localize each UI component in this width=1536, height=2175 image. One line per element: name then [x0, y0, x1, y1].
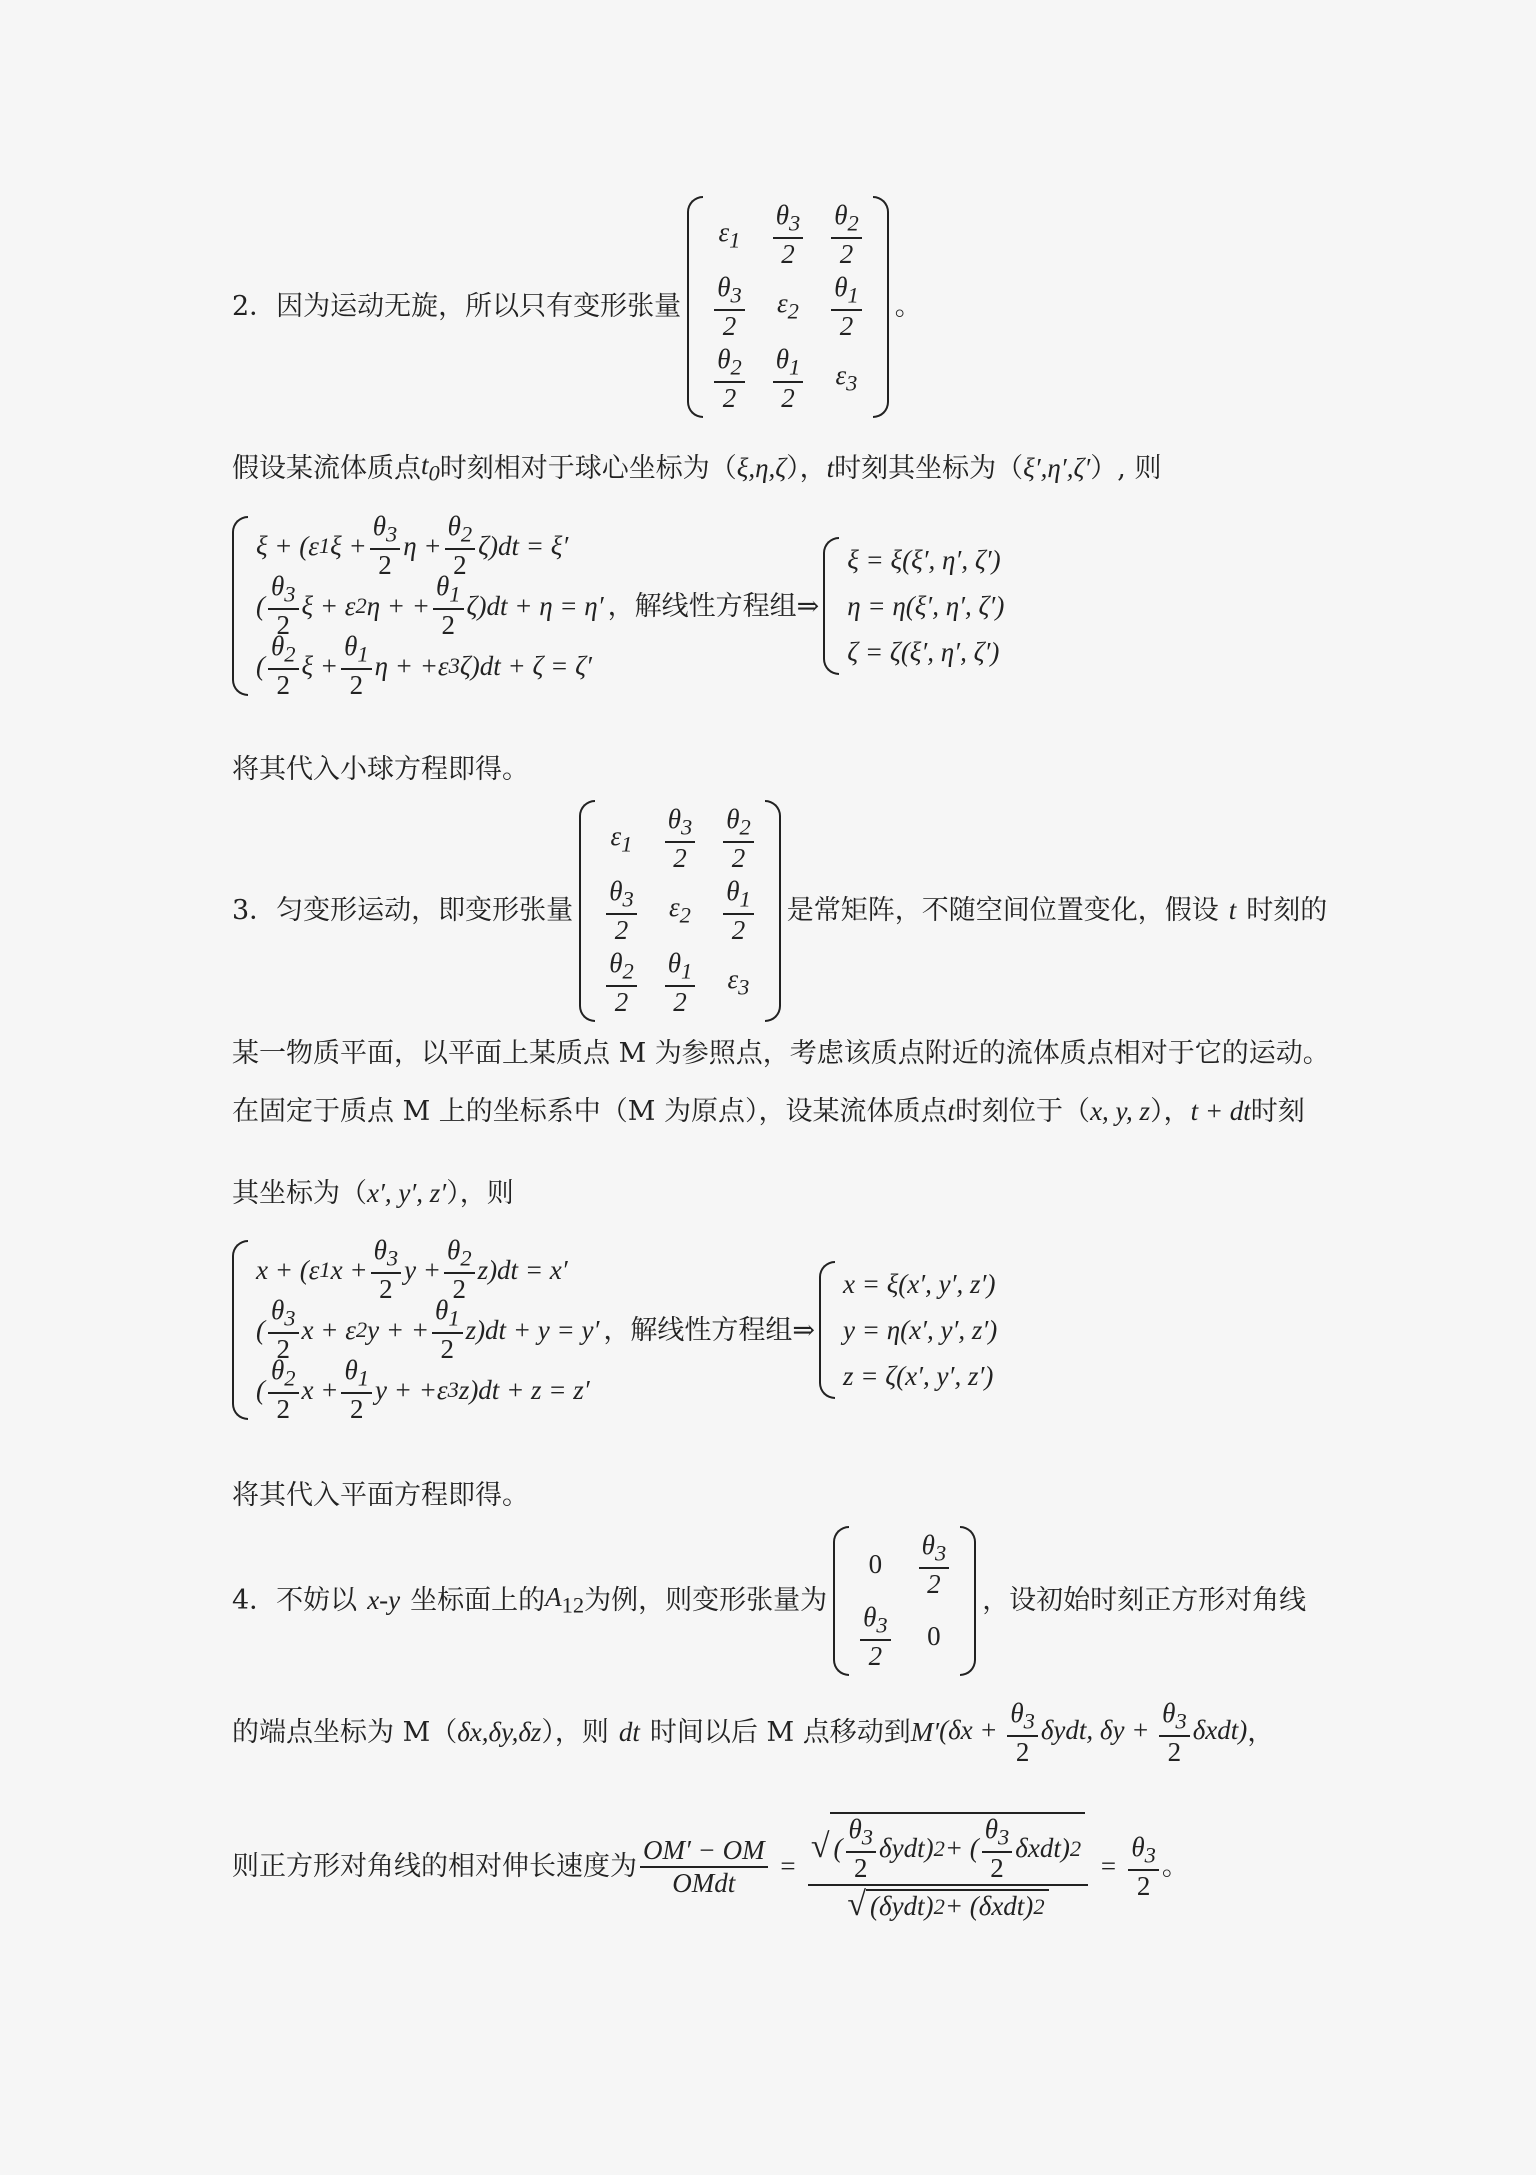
p2-end: 。: [894, 291, 922, 323]
p2-conclusion: 将其代入小球方程即得。: [232, 754, 529, 785]
p2-line-matrix: [232, 196, 922, 418]
p4-line-1: 4．不妨以 x-y 坐标面上的 $A_{12}$ 为例，则变形张量为 0 $\frac{\theta_3}{2}$ $\frac{\theta_3}{2}$ 0 ，设初始时刻正方形对角线: [232, 1526, 1306, 1676]
deformation-tensor-matrix-2: $\varepsilon_1$ $\frac{\theta_3}{2}$ $\frac{\theta_2}{2}$ $\frac{\theta_3}{2}$ $\varepsilon_2$ $\frac{\theta_1}{2}$ $\frac{\theta_2}{2}$ $\frac{\theta_1}{2}$ $\varepsilon_3$: [579, 800, 781, 1022]
p2-assumption-line: 假设某流体质点 $t_0$ 时刻相对于球心坐标为（ ξ,η,ζ ）， t 时刻其坐标为（ ξ′,η′,ζ′ ）, 则: [232, 450, 1162, 486]
sqrt-fraction: √ ( $\frac{\theta_3}{2}$ δydt) 2 + ( $\frac{\theta_3}{2}$ δxdt) 2 √ (δydt) 2 + (δxdt) 2: [808, 1812, 1088, 1922]
p4-line-3: 则正方形对角线的相对伸长速度为 $\frac{OM' - OM}{\text{OMdt}}$ = √ ( $\frac{\theta_3}{2}$ δydt) 2 + ( $\frac{\theta_3}{2}$ δxdt) 2 √ (δydt) 2 + (δxdt) 2 = $\frac{\theta_3}{2}$ 。: [232, 1814, 1189, 1923]
deformation-tensor-matrix: $\varepsilon_1$ $\frac{\theta_3}{2}$ $\frac{\theta_2}{2}$ $\frac{\theta_3}{2}$ $\varepsilon_2$ $\frac{\theta_1}{2}$ $\frac{\theta_2}{2}$ $\frac{\theta_1}{2}$ $\varepsilon_3$: [687, 196, 889, 418]
relative-elongation-fraction: $\frac{OM' - OM}{\text{OMdt}}$: [640, 1837, 768, 1897]
p2-text: 2．因为运动无旋，所以只有变形张量: [232, 291, 682, 323]
p3-equation-system: x + (ε 1 x + $\frac{\theta_3}{2}$ y + $\frac{\theta_2}{2}$ z)dt = x′ ( $\frac{\theta_3}{2}$ x + ε 2 y + + $\frac{\theta_1}{2}$ z)dt + y = y′ ( $\frac{\theta_2}{2}$ x + $\frac{\theta_1}{2}$ y + +ε 3 z)dt + z = z′ ，解线性方程组⇒ x = ξ(x′, y′, z′) y = η(x′, y′, z′) z = ζ(x′, y′, z′): [232, 1240, 997, 1420]
p3-line-2: 某一物质平面，以平面上某质点 M 为参照点，考虑该质点附近的流体质点相对于它的运动。: [232, 1038, 1330, 1069]
p4-line-2: 的端点坐标为 M（ δx,δy,δz ），则 dt 时间以后 M 点移动到 M′ (δx + $\frac{\theta_3}{2}$ δydt, δy + $\frac{\theta_3}{2}$ δxdt) ，: [232, 1698, 1275, 1767]
p3-line-3: 在固定于质点 M 上的坐标系中（M 为原点），设某流体质点 t 时刻位于（ x, y, z ）， t + dt 时刻: [232, 1096, 1305, 1127]
p2-equation-system: ξ + (ε 1 ξ + $\frac{\theta_3}{2}$ η + $\frac{\theta_2}{2}$ ζ)dt = ξ′ ( $\frac{\theta_3}{2}$ ξ + ε 2 η + + $\frac{\theta_1}{2}$ ζ)dt + η = η′ ( $\frac{\theta_2}{2}$ ξ + $\frac{\theta_1}{2}$ η + +ε 3 ζ)dt + ζ = ζ′ ，解线性方程组⇒ ξ = ξ(ξ′, η′, ζ′) η = η(ξ′, η′, ζ′) ζ = ζ(ξ′, η′, ζ′): [232, 516, 1004, 696]
p3-line-matrix: 3．匀变形运动，即变形张量 $\varepsilon_1$ $\frac{\theta_3}{2}$ $\frac{\theta_2}{2}$ $\frac{\theta_3}{2}$ $\varepsilon_2$ $\frac{\theta_1}{2}$ $\frac{\theta_2}{2}$ $\frac{\theta_1}{2}$ $\varepsilon_3$ 是常矩阵，不随空间位置变化，假设 t 时刻的: [232, 800, 1327, 1022]
p3-line-4: 其坐标为（ x′, y′, z′ ），则: [232, 1178, 514, 1209]
p3-conclusion: 将其代入平面方程即得。: [232, 1480, 529, 1511]
shear-tensor-matrix: 0 $\frac{\theta_3}{2}$ $\frac{\theta_3}{2}$ 0: [833, 1526, 976, 1676]
